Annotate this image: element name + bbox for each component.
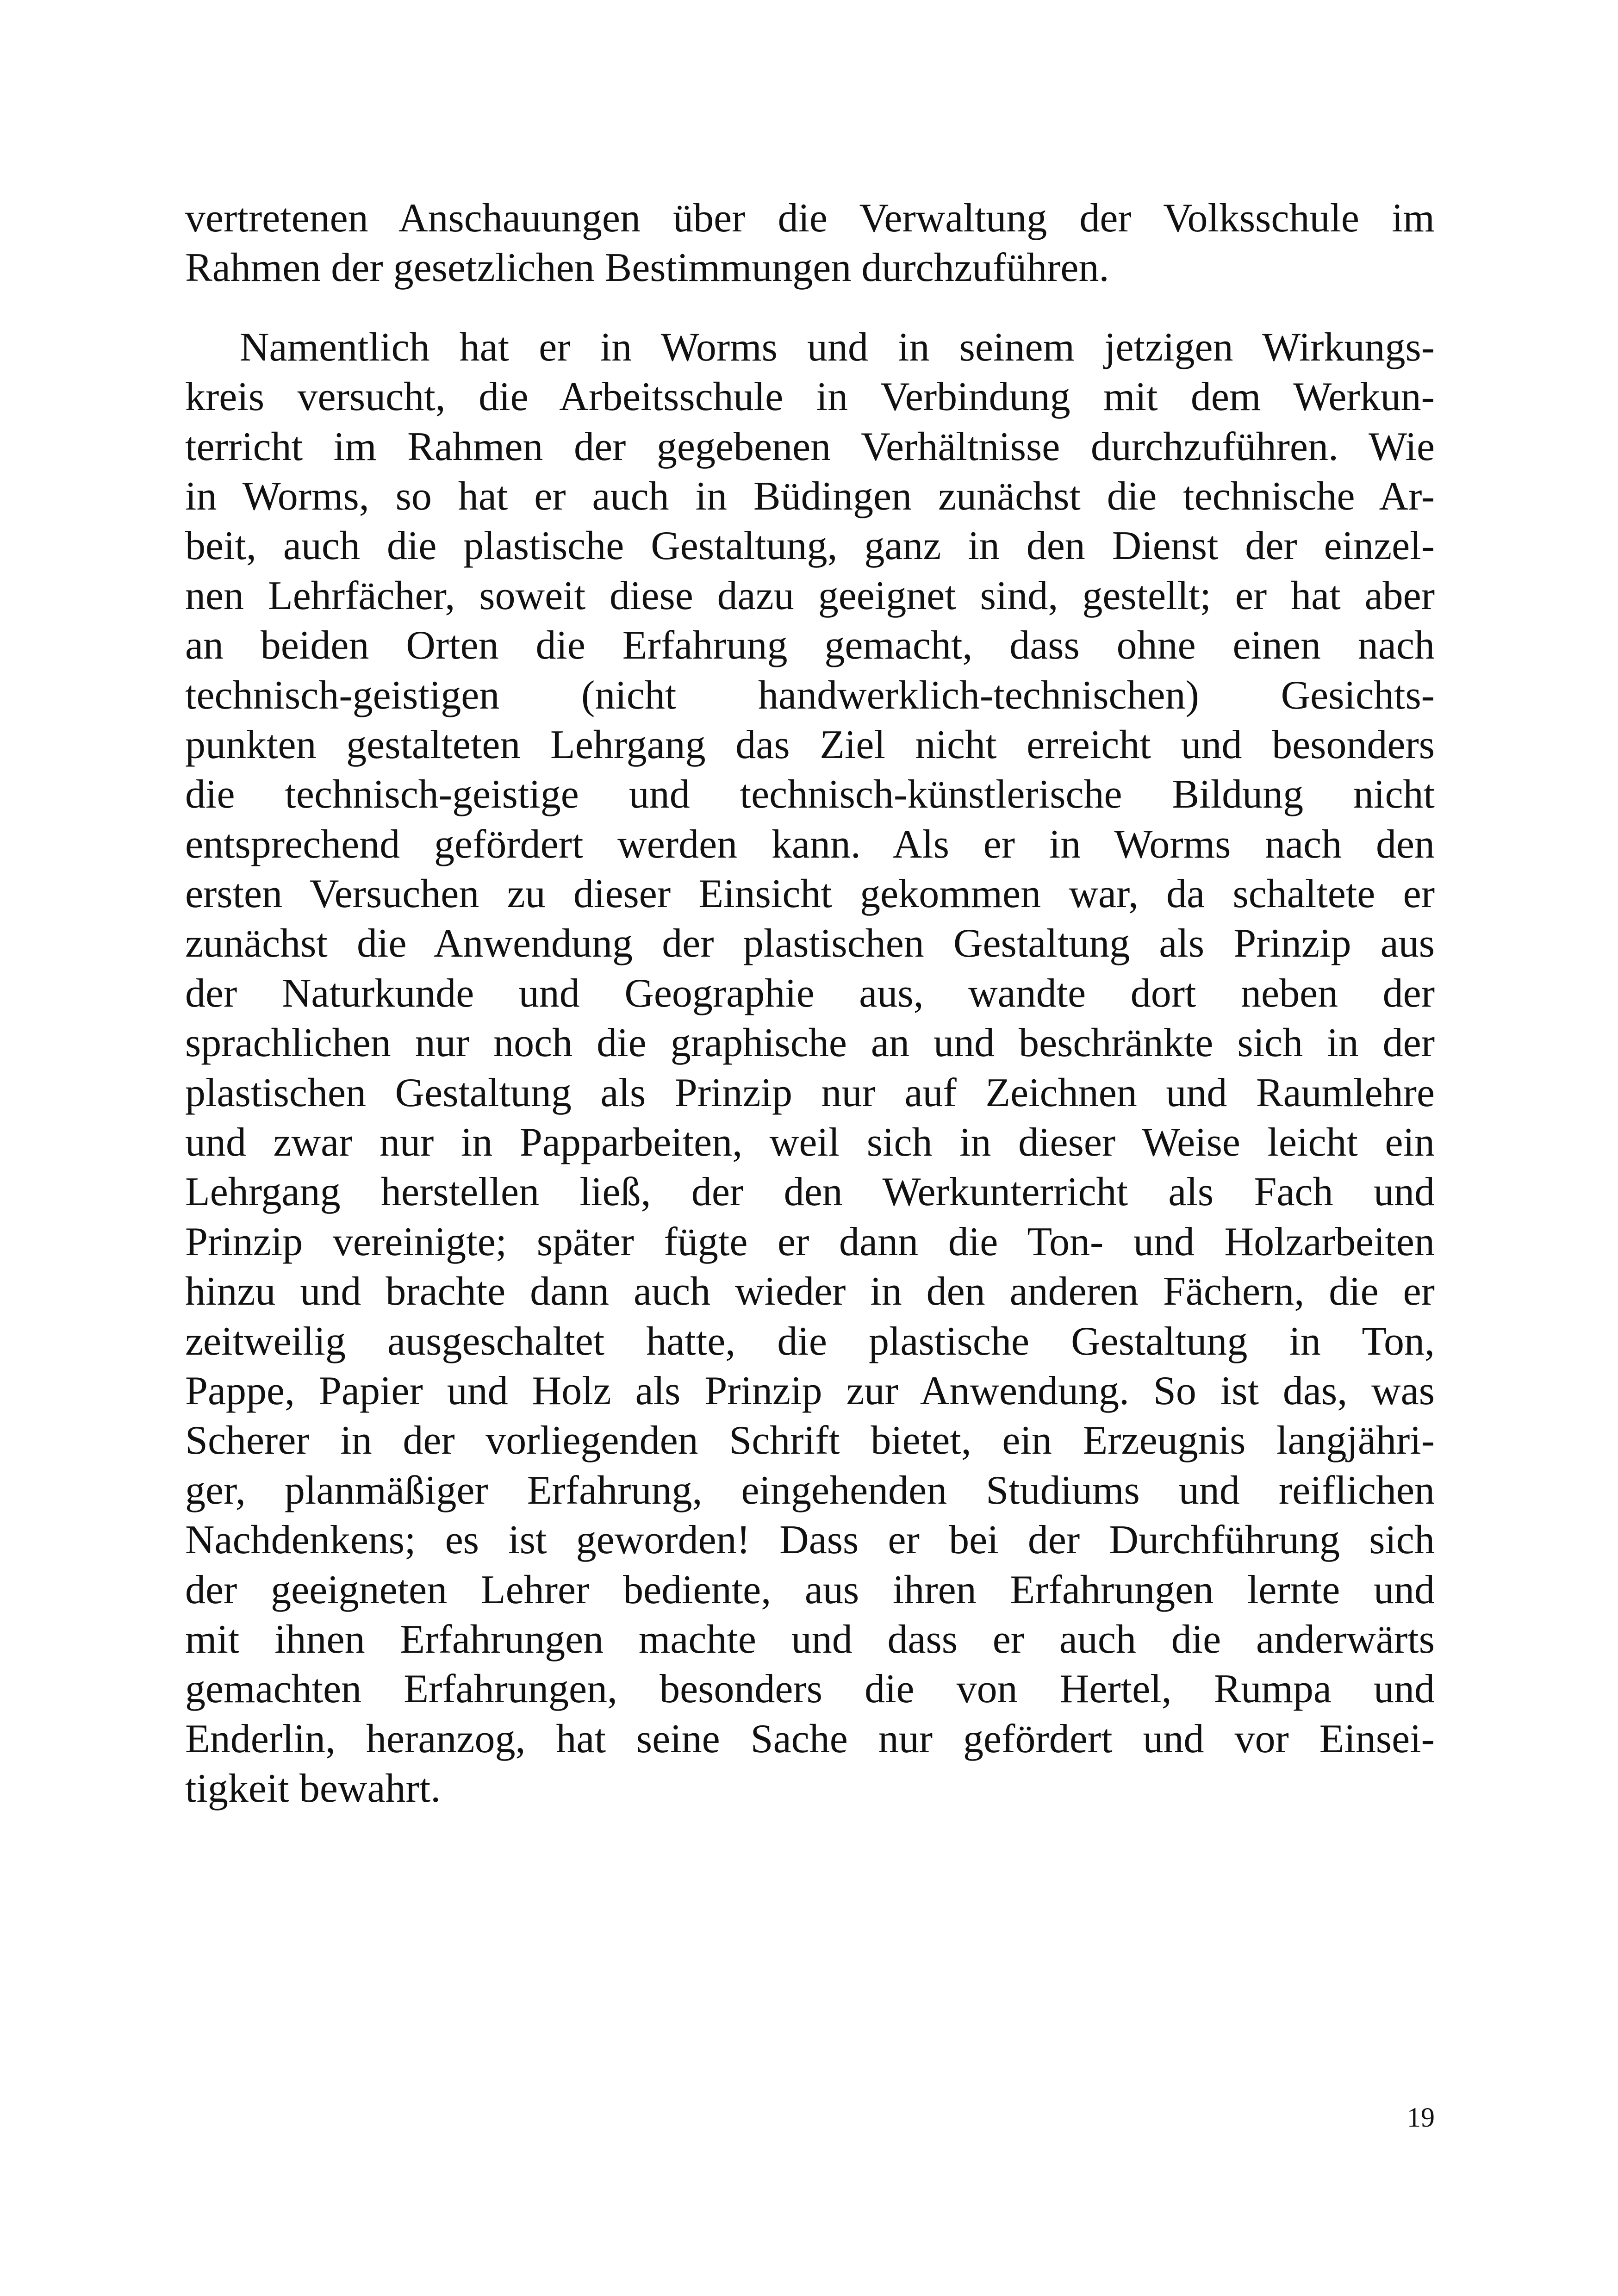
text-line: punkten gestalteten Lehrgang das Ziel nicht erreicht und besonders	[185, 722, 1435, 767]
paragraph-gap	[185, 293, 1435, 323]
text-line: technisch-geistigen (nicht handwerklich-technischen) Gesichts-	[185, 672, 1435, 718]
text-line: zeitweilig ausgeschaltet hatte, die plastische Gestaltung in Ton,	[185, 1319, 1435, 1364]
text-line: Scherer in der vorliegenden Schrift bietet, ein Erzeugnis langjähri-	[185, 1418, 1435, 1463]
text-line: tigkeit bewahrt.	[185, 1766, 441, 1811]
text-line: Namentlich hat er in Worms und in seinem jetzigen Wirkungs-	[240, 324, 1435, 370]
text-line: in Worms, so hat er auch in Büdingen zunächst die technische Ar-	[185, 473, 1435, 519]
text-line: hinzu und brachte dann auch wieder in den anderen Fächern, die er	[185, 1269, 1435, 1314]
body-text	[185, 193, 1435, 1814]
text-line: Rahmen der gesetzlichen Bestimmungen durchzuführen.	[185, 245, 1109, 291]
text-line: terricht im Rahmen der gegebenen Verhältnisse durchzuführen. Wie	[185, 424, 1435, 469]
text-line: Nachdenkens; es ist geworden! Dass er bei der Durchführung sich	[185, 1518, 1435, 1563]
text-line: ger, planmäßiger Erfahrung, eingehenden Studiums und reiflichen	[185, 1468, 1435, 1513]
text-line: mit ihnen Erfahrungen machte und dass er auch die anderwärts	[185, 1617, 1435, 1662]
page-number: 19	[1407, 2102, 1435, 2133]
text-line: kreis versucht, die Arbeitsschule in Verbindung mit dem Werkun-	[185, 374, 1435, 420]
text-line: die technisch-geistige und technisch-künstlerische Bildung nicht	[185, 772, 1435, 817]
text-line: entsprechend gefördert werden kann. Als er in Worms nach den	[185, 821, 1435, 867]
text-line: und zwar nur in Papparbeiten, weil sich in dieser Weise leicht ein	[185, 1120, 1435, 1165]
text-line: ersten Versuchen zu dieser Einsicht gekommen war, da schaltete er	[185, 871, 1435, 917]
text-line: Lehrgang herstellen ließ, der den Werkunterricht als Fach und	[185, 1170, 1435, 1215]
text-line: der geeigneten Lehrer bediente, aus ihren Erfahrungen lernte und	[185, 1567, 1435, 1612]
text-line: nen Lehrfächer, soweit diese dazu geeignet sind, gestellt; er hat aber	[185, 573, 1435, 618]
text-line: gemachten Erfahrungen, besonders die von Hertel, Rumpa und	[185, 1667, 1435, 1712]
text-line: an beiden Orten die Erfahrung gemacht, dass ohne einen nach	[185, 623, 1435, 668]
text-line: der Naturkunde und Geographie aus, wandte dort neben der	[185, 971, 1435, 1016]
text-line: zunächst die Anwendung der plastischen Gestaltung als Prinzip aus	[185, 921, 1435, 966]
text-line: Pappe, Papier und Holz als Prinzip zur Anwendung. So ist das, was	[185, 1368, 1435, 1413]
text-line: sprachlichen nur noch die graphische an und beschränkte sich in der	[185, 1020, 1435, 1066]
text-line: beit, auch die plastische Gestaltung, ganz in den Dienst der einzel-	[185, 523, 1435, 569]
text-line: vertretenen Anschauungen über die Verwaltung der Volksschule im	[185, 196, 1435, 241]
text-line: Enderlin, heranzog, hat seine Sache nur gefördert und vor Einsei-	[185, 1716, 1435, 1761]
text-line: plastischen Gestaltung als Prinzip nur auf Zeichnen und Raumlehre	[185, 1070, 1435, 1115]
text-line: Prinzip vereinigte; später fügte er dann die Ton- und Holzarbeiten	[185, 1219, 1435, 1264]
